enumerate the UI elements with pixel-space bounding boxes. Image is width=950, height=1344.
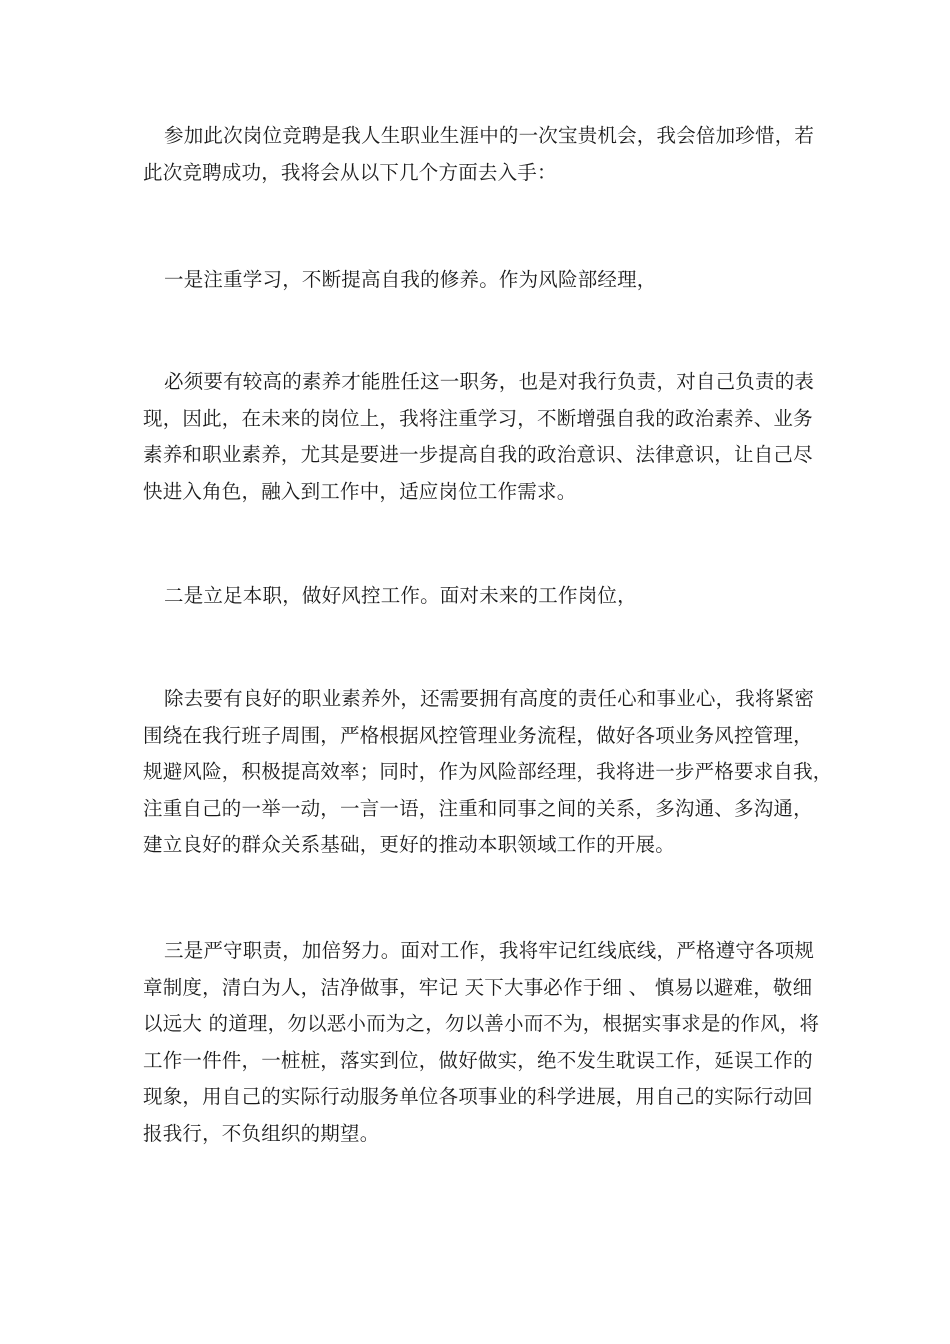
text-line: 报我行，不负组织的期望。 bbox=[143, 1121, 380, 1145]
text-line: 三是严守职责，加倍努力。面对工作，我将牢记红线底线，严格遵守各项规 bbox=[164, 939, 815, 962]
text-line: 素养和职业素养，尤其是要进一步提高自我的政治意识、法律意识，让自己尽 bbox=[143, 443, 813, 466]
text-line: 章制度，清白为人，洁净做事，牢记 天下大事必作于细 、 慎易以避难，敬细 bbox=[143, 975, 813, 999]
paragraph-point-three bbox=[143, 933, 820, 1152]
text-line: 现，因此，在未来的岗位上，我将注重学习，不断增强自我的政治素养、业务 bbox=[143, 406, 813, 430]
text-line: 以远大 的道理，勿以恶小而为之，勿以善小而不为，根据实事求是的作风，将 bbox=[143, 1012, 820, 1035]
text-line: 二是立足本职，做好风控工作。面对未来的工作岗位， bbox=[164, 584, 637, 607]
text-line: 围绕在我行班子周围，严格根据风控管理业务流程，做好各项业务风控管理， bbox=[143, 723, 813, 747]
text-line: 此次竞聘成功，我将会从以下几个方面去入手： bbox=[143, 160, 557, 184]
paragraph-point-two-heading bbox=[143, 578, 813, 615]
text-line: 工作一件件，一桩桩，落实到位，做好做实，绝不发生耽误工作，延误工作的 bbox=[143, 1048, 813, 1072]
paragraph-point-two-body bbox=[143, 681, 833, 864]
text-line: 注重自己的一举一动，一言一语，注重和同事之间的关系，多沟通、多沟通， bbox=[143, 796, 813, 820]
text-line: 参加此次岗位竞聘是我人生职业生涯中的一次宝贵机会，我会倍加珍惜，若 bbox=[164, 124, 815, 147]
paragraph-intro bbox=[143, 118, 813, 191]
paragraph-point-one-heading bbox=[143, 262, 813, 299]
text-line: 规避风险，积极提高效率；同时，作为风险部经理，我将进一步严格要求自我， bbox=[143, 760, 833, 783]
text-line: 除去要有良好的职业素养外，还需要拥有高度的责任心和事业心，我将紧密 bbox=[164, 687, 815, 710]
text-line: 一是注重学习，不断提高自我的修养。作为风险部经理， bbox=[164, 268, 657, 291]
text-line: 建立良好的群众关系基础，更好的推动本职领域工作的开展。 bbox=[143, 833, 675, 856]
paragraph-point-one-body bbox=[143, 364, 813, 510]
text-line: 快进入角色，融入到工作中，适应岗位工作需求。 bbox=[143, 479, 577, 503]
text-line: 现象，用自己的实际行动服务单位各项事业的科学进展，用自己的实际行动回 bbox=[143, 1085, 813, 1108]
text-line: 必须要有较高的素养才能胜任这一职务，也是对我行负责，对自己负责的表 bbox=[164, 370, 815, 393]
